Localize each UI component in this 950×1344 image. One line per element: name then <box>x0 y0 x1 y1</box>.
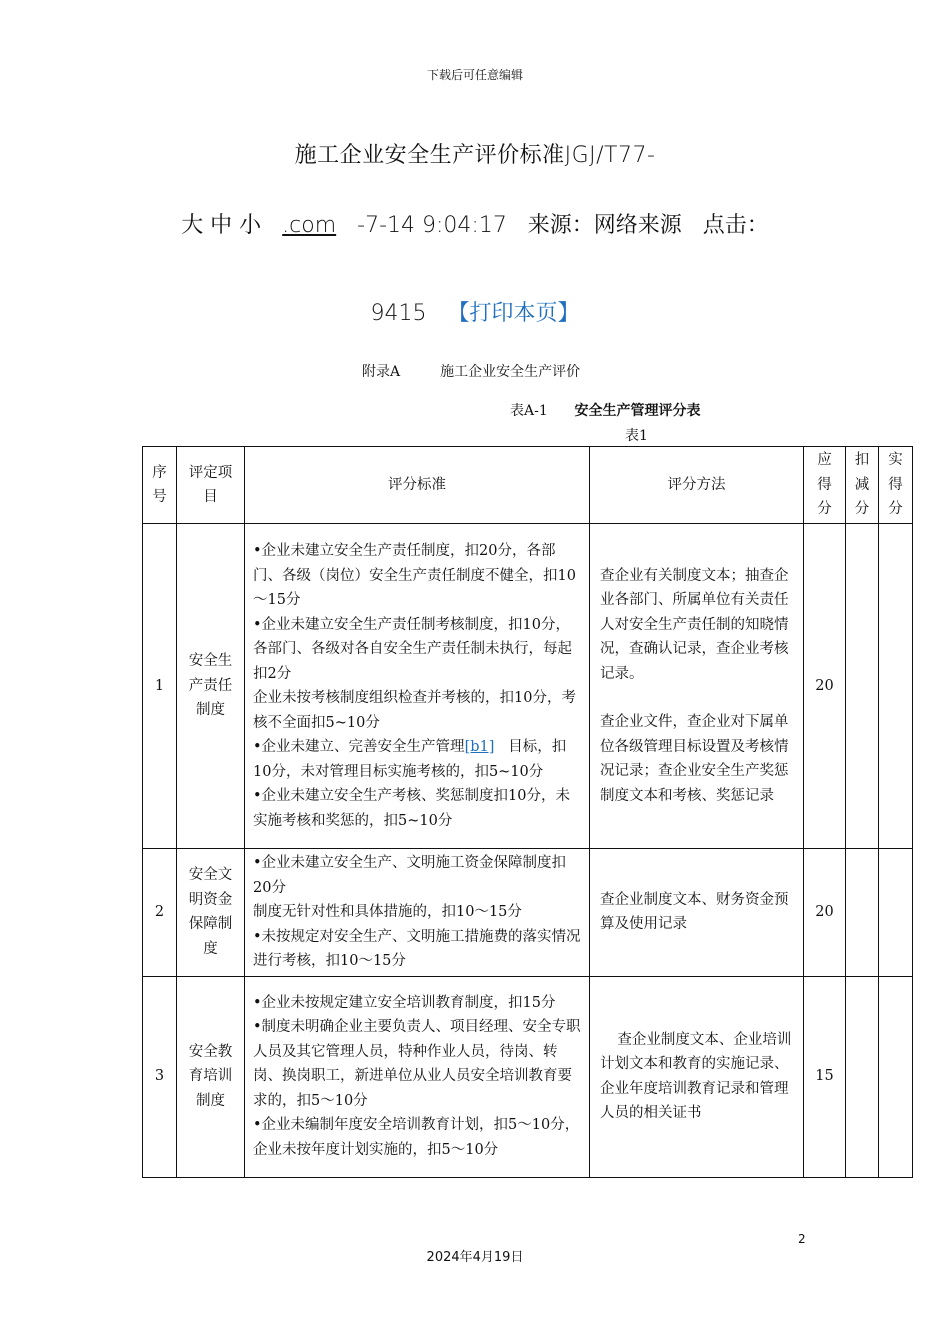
article-source: 来源：网络来源 <box>527 213 682 238</box>
page-number: 2 <box>798 1232 806 1246</box>
appendix-title: 施工企业安全生产评价 <box>440 364 581 380</box>
page-title: 施工企业安全生产评价标准JGJ/T77- <box>294 143 656 168</box>
criteria-line: •未按规定对安全生产、文明施工措施费的落实情况进行考核，扣10～15分 <box>253 928 581 969</box>
row-number: 3 <box>143 976 177 1177</box>
appendix-heading <box>362 361 580 381</box>
table-row <box>143 524 913 849</box>
criteria-line: •企业未建立安全生产、文明施工资金保障制度扣20分 <box>253 855 567 896</box>
footer-date: 2024年4月19日 <box>426 1250 524 1265</box>
site-link[interactable]: .com <box>282 213 337 238</box>
header-no: 序号 <box>143 447 177 524</box>
method-paragraph: 查企业制度文本、企业培训计划文本和教育的实施记录、企业年度培训教育记录和管理人员的相关证书 <box>600 1031 792 1121</box>
method-paragraph: 查企业制度文本、财务资金预算及使用记录 <box>600 891 789 933</box>
clicks-line <box>0 296 950 327</box>
row-full-score: 15 <box>804 976 846 1177</box>
criteria-line <box>253 735 581 784</box>
score-table <box>142 446 913 1178</box>
method-spacer <box>600 686 793 710</box>
header-note: 下载后可任意编辑 <box>426 68 523 82</box>
header-deduction: 扣减分 <box>846 447 879 524</box>
row-deduction[interactable] <box>846 849 879 977</box>
method-paragraph: 查企业文件，查企业对下属单位各级管理目标设置及考核情况记录；查企业安全生产奖惩制度文本和考核、奖惩记录 <box>600 714 789 804</box>
criteria-line: •制度未明确企业主要负责人、项目经理、安全专职人员及其它管理人员，特种作业人员，待岗、转岗、换岗职工，新进单位从业人员安全培训教育要求的，扣5～10分 <box>253 1019 581 1109</box>
header-criteria: 评分标准 <box>245 447 590 524</box>
table-subcaption: 表1 <box>625 428 648 444</box>
clicks-label: 点击： <box>702 213 769 238</box>
article-meta <box>0 208 950 239</box>
row-criteria <box>245 849 590 977</box>
publish-datetime: -7-14 9:04:17 <box>357 213 507 238</box>
table-title: 安全生产管理评分表 <box>574 403 701 419</box>
table-row <box>143 849 913 977</box>
row-number: 2 <box>143 849 177 977</box>
row-actual[interactable] <box>879 524 913 849</box>
appendix-label: 附录A <box>362 364 401 380</box>
criteria-line: •企业未编制年度安全培训教育计划，扣5～10分，企业未按年度计划实施的，扣5～10分 <box>253 1117 580 1158</box>
criteria-line: •企业未建立安全生产责任制考核制度，扣10分，各部门、各级对各自安全生产责任制未执行，每起扣2分 <box>253 616 572 682</box>
row-actual[interactable] <box>879 849 913 977</box>
comment-reference-link[interactable]: [b1] <box>464 739 495 755</box>
table-caption <box>510 400 700 420</box>
row-full-score: 20 <box>804 849 846 977</box>
row-method <box>590 849 804 977</box>
row-item: 安全文明资金保障制度 <box>177 849 245 977</box>
row-method <box>590 524 804 849</box>
table-label: 表A-1 <box>510 403 548 419</box>
row-full-score: 20 <box>804 524 846 849</box>
row-actual[interactable] <box>879 976 913 1177</box>
print-page-link[interactable]: 【打印本页】 <box>447 301 580 326</box>
criteria-text: •企业未建立、完善安全生产管理 <box>253 739 465 755</box>
header-method: 评分方法 <box>590 447 804 524</box>
criteria-text: 目标，扣10分，未对管理目标实施考核的，扣5~10分 <box>253 739 567 780</box>
criteria-line: •企业未建立安全生产考核、奖惩制度扣10分，未实施考核和奖惩的，扣5~10分 <box>253 788 571 829</box>
criteria-line: •企业未按规定建立安全培训教育制度，扣15分 <box>253 994 556 1011</box>
table-header-row <box>143 447 913 524</box>
row-criteria <box>245 976 590 1177</box>
criteria-line: 企业未按考核制度组织检查并考核的，扣10分，考核不全面扣5~10分 <box>253 690 576 731</box>
method-paragraph: 查企业有关制度文本；抽查企业各部门、所属单位有关责任人对安全生产责任制的知晓情况，查确认记录，查企业考核记录。 <box>600 567 789 682</box>
row-criteria <box>245 524 590 849</box>
criteria-line: 制度无针对性和具体措施的，扣10～15分 <box>253 904 522 920</box>
row-item: 安全教育培训制度 <box>177 976 245 1177</box>
header-full-score: 应得分 <box>804 447 846 524</box>
header-actual: 实得分 <box>879 447 913 524</box>
clicks-value: 9415 <box>370 301 427 326</box>
row-deduction[interactable] <box>846 976 879 1177</box>
row-number: 1 <box>143 524 177 849</box>
font-size-switch[interactable]: 大 中 小 <box>181 213 262 238</box>
criteria-line: •企业未建立安全生产责任制度，扣20分，各部门、各级（岗位）安全生产责任制度不健全，扣10～15分 <box>253 543 576 608</box>
row-method <box>590 976 804 1177</box>
header-item: 评定项目 <box>177 447 245 524</box>
table-row <box>143 976 913 1177</box>
row-deduction[interactable] <box>846 524 879 849</box>
row-item: 安全生产责任制度 <box>177 524 245 849</box>
